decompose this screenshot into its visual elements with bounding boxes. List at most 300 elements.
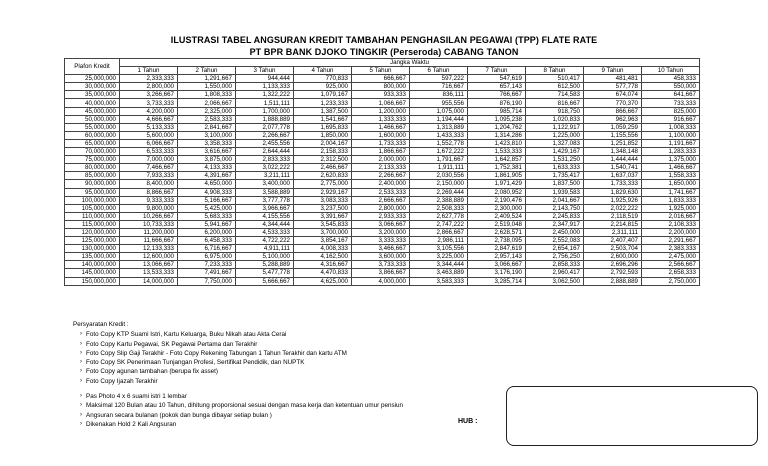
column-header: 7 Tahun [468, 67, 526, 75]
table-row [65, 253, 700, 261]
plafon-cell: 90,000,000 [65, 180, 120, 188]
installment-cell: 674,074 [584, 91, 642, 99]
installment-cell: 5,288,889 [236, 261, 294, 269]
installment-cell: 4,533,333 [236, 228, 294, 236]
installment-cell: 766,667 [468, 91, 526, 99]
installment-cell: 1,550,000 [178, 83, 236, 91]
triangle-right-icon: › [80, 393, 82, 400]
requirement-item [80, 367, 403, 376]
installment-cell: 7,933,333 [120, 172, 178, 180]
installment-cell: 4,000,000 [352, 277, 410, 285]
installment-table [64, 58, 700, 286]
installment-cell: 2,503,704 [584, 245, 642, 253]
installment-cell: 3,600,000 [352, 253, 410, 261]
table-row [65, 172, 700, 180]
installment-cell: 770,833 [294, 75, 352, 83]
installment-cell: 3,100,000 [178, 131, 236, 139]
installment-cell: 4,344,444 [236, 220, 294, 228]
installment-cell: 3,062,500 [526, 277, 584, 285]
installment-cell: 2,041,667 [526, 196, 584, 204]
installment-cell: 1,283,333 [642, 148, 700, 156]
installment-cell: 2,858,333 [526, 261, 584, 269]
installment-cell: 714,583 [526, 91, 584, 99]
installment-cell: 2,333,333 [120, 75, 178, 83]
requirement-item [80, 401, 403, 410]
table-row [65, 212, 700, 220]
installment-cell: 3,875,000 [178, 156, 236, 164]
plafon-cell: 60,000,000 [65, 131, 120, 139]
requirement-item [80, 330, 403, 339]
installment-cell: 2,960,417 [526, 269, 584, 277]
installment-cell: 1,829,630 [584, 188, 642, 196]
installment-cell: 2,866,667 [410, 228, 468, 236]
installment-cell: 1,600,000 [352, 131, 410, 139]
installment-cell: 2,016,667 [642, 212, 700, 220]
installment-cell: 1,533,333 [468, 148, 526, 156]
installment-cell: 4,911,111 [236, 245, 294, 253]
installment-cell: 2,627,778 [410, 212, 468, 220]
triangle-right-icon: › [80, 411, 82, 418]
installment-cell: 825,000 [642, 107, 700, 115]
installment-cell: 2,118,519 [584, 212, 642, 220]
installment-cell: 2,792,593 [584, 269, 642, 277]
installment-cell: 11,666,667 [120, 237, 178, 245]
installment-cell: 1,466,667 [352, 123, 410, 131]
installment-cell: 6,200,000 [178, 228, 236, 236]
plafon-cell: 120,000,000 [65, 228, 120, 236]
plafon-cell: 105,000,000 [65, 204, 120, 212]
installment-cell: 2,775,000 [294, 180, 352, 188]
installment-cell: 3,866,667 [352, 269, 410, 277]
installment-cell: 2,022,222 [584, 204, 642, 212]
table-row [65, 115, 700, 123]
installment-cell: 2,929,167 [294, 188, 352, 196]
table-row [65, 269, 700, 277]
installment-cell: 577,778 [584, 83, 642, 91]
plafon-cell: 115,000,000 [65, 220, 120, 228]
installment-cell: 1,079,167 [294, 91, 352, 99]
installment-cell: 3,733,333 [352, 261, 410, 269]
column-header: 5 Tahun [352, 67, 410, 75]
installment-cell: 657,143 [468, 83, 526, 91]
plafon-cell: 40,000,000 [65, 99, 120, 107]
installment-cell: 1,322,222 [236, 91, 294, 99]
installment-cell: 1,122,917 [526, 123, 584, 131]
installment-cell: 5,166,667 [178, 196, 236, 204]
installment-cell: 2,325,000 [178, 107, 236, 115]
installment-cell: 4,155,556 [236, 212, 294, 220]
installment-cell: 2,841,667 [178, 123, 236, 131]
installment-cell: 2,466,667 [294, 164, 352, 172]
plafon-cell: 150,000,000 [65, 277, 120, 285]
installment-cell: 1,095,238 [468, 115, 526, 123]
installment-cell: 1,925,926 [584, 196, 642, 204]
installment-cell: 2,080,952 [468, 188, 526, 196]
installment-cell: 2,986,111 [410, 237, 468, 245]
installment-cell: 800,000 [352, 83, 410, 91]
column-header-row [65, 67, 700, 75]
installment-cell: 1,808,333 [178, 91, 236, 99]
installment-cell: 12,600,000 [120, 253, 178, 261]
installment-cell: 1,059,259 [584, 123, 642, 131]
installment-cell: 2,750,000 [642, 277, 700, 285]
installment-cell: 4,316,667 [294, 261, 352, 269]
table-row [65, 245, 700, 253]
requirements-list-terms [73, 392, 403, 429]
installment-cell: 3,105,556 [410, 245, 468, 253]
requirement-text: Pas Photo 4 x 6 suami istri 1 lembar [86, 393, 187, 401]
installment-cell: 5,133,333 [120, 123, 178, 131]
installment-cell: 2,347,917 [526, 220, 584, 228]
installment-cell: 547,619 [468, 75, 526, 83]
plafon-cell: 85,000,000 [65, 172, 120, 180]
requirement-text: Foto Copy agunan tambahan (berupa fix asset) [86, 368, 218, 376]
requirement-item [80, 340, 403, 349]
installment-cell: 3,358,333 [178, 139, 236, 147]
installment-cell: 1,939,583 [526, 188, 584, 196]
installment-cell: 2,566,667 [642, 261, 700, 269]
installment-cell: 612,500 [526, 83, 584, 91]
installment-cell: 2,158,333 [294, 148, 352, 156]
installment-cell: 2,143,750 [526, 204, 584, 212]
installment-cell: 2,552,083 [526, 237, 584, 245]
installment-cell: 3,463,889 [410, 269, 468, 277]
installment-cell: 1,642,857 [468, 156, 526, 164]
table-row [65, 261, 700, 269]
installment-cell: 1,833,333 [642, 196, 700, 204]
installment-cell: 2,933,333 [352, 212, 410, 220]
installment-cell: 8,866,667 [120, 188, 178, 196]
installment-cell: 1,650,000 [642, 180, 700, 188]
table-row [65, 75, 700, 83]
installment-cell: 2,312,500 [294, 156, 352, 164]
installment-cell: 2,291,667 [642, 237, 700, 245]
installment-cell: 3,066,667 [468, 261, 526, 269]
table-row [65, 188, 700, 196]
plafon-cell: 110,000,000 [65, 212, 120, 220]
installment-cell: 2,190,476 [468, 196, 526, 204]
installment-cell: 3,200,000 [352, 228, 410, 236]
installment-cell: 9,800,000 [120, 204, 178, 212]
plafon-cell: 55,000,000 [65, 123, 120, 131]
installment-cell: 7,491,667 [178, 269, 236, 277]
installment-cell: 13,066,667 [120, 261, 178, 269]
installment-cell: 1,333,333 [352, 115, 410, 123]
installment-cell: 836,111 [410, 91, 468, 99]
plafon-cell: 130,000,000 [65, 245, 120, 253]
installment-cell: 876,190 [468, 99, 526, 107]
installment-cell: 9,333,333 [120, 196, 178, 204]
installment-cell: 510,417 [526, 75, 584, 83]
plafon-cell: 145,000,000 [65, 269, 120, 277]
installment-cell: 666,667 [352, 75, 410, 83]
requirement-item [80, 349, 403, 358]
installment-cell: 7,000,000 [120, 156, 178, 164]
installment-cell: 1,888,889 [236, 115, 294, 123]
column-header: 6 Tahun [410, 67, 468, 75]
installment-cell: 1,541,667 [294, 115, 352, 123]
installment-cell: 2,455,556 [236, 139, 294, 147]
installment-cell: 1,672,222 [410, 148, 468, 156]
plafon-cell: 35,000,000 [65, 91, 120, 99]
plafon-cell: 75,000,000 [65, 156, 120, 164]
installment-cell: 1,313,889 [410, 123, 468, 131]
requirement-text: Angsuran secara bulanan (pokok dan bunga dibayar setiap bulan ) [86, 411, 272, 419]
installment-cell: 3,700,000 [294, 228, 352, 236]
requirement-item [80, 358, 403, 367]
installment-cell: 770,370 [584, 99, 642, 107]
installment-cell: 3,083,333 [294, 196, 352, 204]
installment-cell: 4,908,333 [178, 188, 236, 196]
installment-cell: 2,388,889 [410, 196, 468, 204]
installment-cell: 2,077,778 [236, 123, 294, 131]
installment-cell: 2,696,296 [584, 261, 642, 269]
table-row [65, 123, 700, 131]
requirements-section [73, 320, 403, 429]
installment-cell: 2,658,333 [642, 269, 700, 277]
installment-cell: 6,716,667 [178, 245, 236, 253]
installment-cell: 2,888,889 [584, 277, 642, 285]
table-row [65, 228, 700, 236]
installment-cell: 1,191,667 [642, 139, 700, 147]
installment-cell: 3,966,667 [236, 204, 294, 212]
installment-cell: 1,637,037 [584, 172, 642, 180]
installment-cell: 3,176,190 [468, 269, 526, 277]
installment-cell: 1,375,000 [642, 156, 700, 164]
installment-cell: 2,300,000 [468, 204, 526, 212]
installment-cell: 2,266,667 [236, 131, 294, 139]
installment-cell: 597,222 [410, 75, 468, 83]
installment-cell: 1,194,444 [410, 115, 468, 123]
installment-cell: 5,683,333 [178, 212, 236, 220]
installment-cell: 4,133,333 [178, 164, 236, 172]
installment-cell: 6,975,000 [178, 253, 236, 261]
table-row [65, 204, 700, 212]
installment-cell: 1,314,286 [468, 131, 526, 139]
installment-cell: 2,150,000 [410, 180, 468, 188]
installment-cell: 985,714 [468, 107, 526, 115]
table-row [65, 131, 700, 139]
plafon-cell: 135,000,000 [65, 253, 120, 261]
installment-cell: 955,556 [410, 99, 468, 107]
column-header: 4 Tahun [294, 67, 352, 75]
installment-cell: 2,475,000 [642, 253, 700, 261]
installment-cell: 1,291,667 [178, 75, 236, 83]
document-title: ILUSTRASI TABEL ANGSURAN KREDIT TAMBAHAN PENGHASILAN PEGAWAI (TPP) FLATE RATE [170, 35, 598, 45]
installment-cell: 1,387,500 [294, 107, 352, 115]
installment-cell: 1,558,333 [642, 172, 700, 180]
installment-cell: 1,233,333 [294, 99, 352, 107]
installment-cell: 2,311,111 [584, 228, 642, 236]
installment-cell: 10,266,667 [120, 212, 178, 220]
requirement-text: Foto Copy KTP Suami Istri, Kartu Keluarga, Buku Nikah atau Akta Cerai [86, 331, 287, 339]
installment-cell: 2,747,222 [410, 220, 468, 228]
requirement-text: Foto Copy Ijazah Terakhir [86, 377, 158, 385]
table-row [65, 139, 700, 147]
installment-cell: 14,000,000 [120, 277, 178, 285]
installment-cell: 3,211,111 [236, 172, 294, 180]
plafon-cell: 30,000,000 [65, 83, 120, 91]
installment-cell: 2,508,333 [410, 204, 468, 212]
installment-cell: 2,519,048 [468, 220, 526, 228]
installment-cell: 1,735,417 [526, 172, 584, 180]
installment-cell: 1,531,250 [526, 156, 584, 164]
installment-cell: 2,847,619 [468, 245, 526, 253]
installment-cell: 2,583,333 [178, 115, 236, 123]
installment-cell: 2,666,667 [352, 196, 410, 204]
triangle-right-icon: › [80, 331, 82, 338]
column-header: 8 Tahun [526, 67, 584, 75]
installment-cell: 13,533,333 [120, 269, 178, 277]
installment-cell: 5,600,000 [120, 131, 178, 139]
installment-cell: 2,409,524 [468, 212, 526, 220]
installment-cell: 2,654,167 [526, 245, 584, 253]
triangle-right-icon: › [80, 340, 82, 347]
installment-cell: 5,941,667 [178, 220, 236, 228]
installment-cell: 4,008,333 [294, 245, 352, 253]
installment-cell: 2,200,000 [642, 228, 700, 236]
installment-cell: 2,269,444 [410, 188, 468, 196]
installment-cell: 1,752,381 [468, 164, 526, 172]
installment-cell: 1,700,000 [236, 107, 294, 115]
column-header: 9 Tahun [584, 67, 642, 75]
column-header: 2 Tahun [178, 67, 236, 75]
installment-cell: 2,383,333 [642, 245, 700, 253]
installment-cell: 2,030,556 [410, 172, 468, 180]
installment-cell: 962,963 [584, 115, 642, 123]
installment-cell: 1,251,852 [584, 139, 642, 147]
triangle-right-icon: › [80, 402, 82, 409]
requirement-item [80, 392, 403, 401]
installment-cell: 933,333 [352, 91, 410, 99]
installment-cell: 4,666,667 [120, 115, 178, 123]
installment-cell: 3,733,333 [120, 99, 178, 107]
contact-box [506, 386, 758, 446]
installment-cell: 1,423,810 [468, 139, 526, 147]
table-row [65, 107, 700, 115]
installment-cell: 3,285,714 [468, 277, 526, 285]
installment-cell: 2,800,000 [352, 204, 410, 212]
installment-cell: 733,333 [642, 99, 700, 107]
installment-cell: 641,667 [642, 91, 700, 99]
installment-cell: 1,008,333 [642, 123, 700, 131]
installment-cell: 2,833,333 [236, 156, 294, 164]
plafon-header: Plafon Kredit [65, 59, 120, 75]
installment-cell: 2,400,000 [352, 180, 410, 188]
installment-cell: 925,000 [294, 83, 352, 91]
installment-cell: 2,600,000 [584, 253, 642, 261]
installment-cell: 1,741,667 [642, 188, 700, 196]
installment-cell: 2,000,000 [352, 156, 410, 164]
plafon-cell: 100,000,000 [65, 196, 120, 204]
installment-cell: 11,200,000 [120, 228, 178, 236]
installment-cell: 2,108,333 [642, 220, 700, 228]
installment-cell: 6,533,333 [120, 148, 178, 156]
table-row [65, 196, 700, 204]
installment-cell: 7,466,667 [120, 164, 178, 172]
installment-cell: 1,633,333 [526, 164, 584, 172]
installment-cell: 5,425,000 [178, 204, 236, 212]
installment-cell: 1,552,778 [410, 139, 468, 147]
installment-cell: 2,266,667 [352, 172, 410, 180]
column-header: 10 Tahun [642, 67, 700, 75]
plafon-cell: 50,000,000 [65, 115, 120, 123]
installment-cell: 1,444,444 [584, 156, 642, 164]
table-row [65, 180, 700, 188]
installment-cell: 3,237,500 [294, 204, 352, 212]
hub-label: HUB : [458, 418, 478, 425]
installment-cell: 2,245,833 [526, 212, 584, 220]
triangle-right-icon: › [80, 377, 82, 384]
installment-cell: 1,971,429 [468, 180, 526, 188]
installment-cell: 2,533,333 [352, 188, 410, 196]
installment-cell: 4,470,833 [294, 269, 352, 277]
triangle-right-icon: › [80, 359, 82, 366]
table-row [65, 83, 700, 91]
installment-cell: 4,722,222 [236, 237, 294, 245]
installment-cell: 1,733,333 [352, 139, 410, 147]
installment-cell: 1,075,000 [410, 107, 468, 115]
installment-cell: 4,625,000 [294, 277, 352, 285]
installment-cell: 3,022,222 [236, 164, 294, 172]
plafon-cell: 140,000,000 [65, 261, 120, 269]
installment-cell: 1,066,667 [352, 99, 410, 107]
requirements-list-documents [73, 330, 403, 386]
installment-cell: 716,667 [410, 83, 468, 91]
installment-cell: 6,458,333 [178, 237, 236, 245]
installment-cell: 1,850,000 [294, 131, 352, 139]
installment-cell: 10,733,333 [120, 220, 178, 228]
table-body [65, 75, 700, 285]
triangle-right-icon: › [80, 349, 82, 356]
installment-cell: 1,204,762 [468, 123, 526, 131]
installment-cell: 2,644,444 [236, 148, 294, 156]
installment-cell: 1,791,667 [410, 156, 468, 164]
installment-cell: 2,957,143 [468, 253, 526, 261]
installment-cell: 7,750,000 [178, 277, 236, 285]
installment-cell: 4,200,000 [120, 107, 178, 115]
installment-cell: 1,861,905 [468, 172, 526, 180]
requirement-item [80, 377, 403, 386]
requirement-text: Foto Copy SK Penerimaan Tunjangan Profesi, Sertifikat Pendidik, dan NUPTK [86, 359, 305, 367]
installment-cell: 1,837,500 [526, 180, 584, 188]
installment-cell: 5,477,778 [236, 269, 294, 277]
installment-cell: 3,588,889 [236, 188, 294, 196]
installment-cell: 7,233,333 [178, 261, 236, 269]
installment-cell: 1,733,333 [584, 180, 642, 188]
installment-cell: 2,738,095 [468, 237, 526, 245]
requirement-item [80, 411, 403, 420]
installment-cell: 2,450,000 [526, 228, 584, 236]
installment-cell: 2,214,815 [584, 220, 642, 228]
installment-cell: 6,066,667 [120, 139, 178, 147]
installment-cell: 1,327,083 [526, 139, 584, 147]
installment-cell: 1,911,111 [410, 164, 468, 172]
installment-cell: 1,511,111 [236, 99, 294, 107]
installment-cell: 4,391,667 [178, 172, 236, 180]
installment-cell: 916,667 [642, 115, 700, 123]
installment-cell: 1,695,833 [294, 123, 352, 131]
installment-cell: 3,344,444 [410, 261, 468, 269]
installment-cell: 866,667 [584, 107, 642, 115]
requirement-text: Maksimal 120 Bulan atau 10 Tahun, dihitung proporsional sesuai dengan masa kerja dan ketentuan umur pensiun [86, 402, 404, 410]
triangle-right-icon: › [80, 368, 82, 375]
installment-cell: 458,333 [642, 75, 700, 83]
installment-cell: 5,666,667 [236, 277, 294, 285]
requirement-text: Foto Copy Slip Gaji Terakhir - Foto Copy Rekening Tabungan 1 Tahun Terakhir dan kartu ATM [86, 349, 347, 357]
installment-cell: 3,545,833 [294, 220, 352, 228]
document-subtitle: PT BPR BANK DJOKO TINGKIR (Perseroda) CABANG TANON [249, 47, 519, 57]
